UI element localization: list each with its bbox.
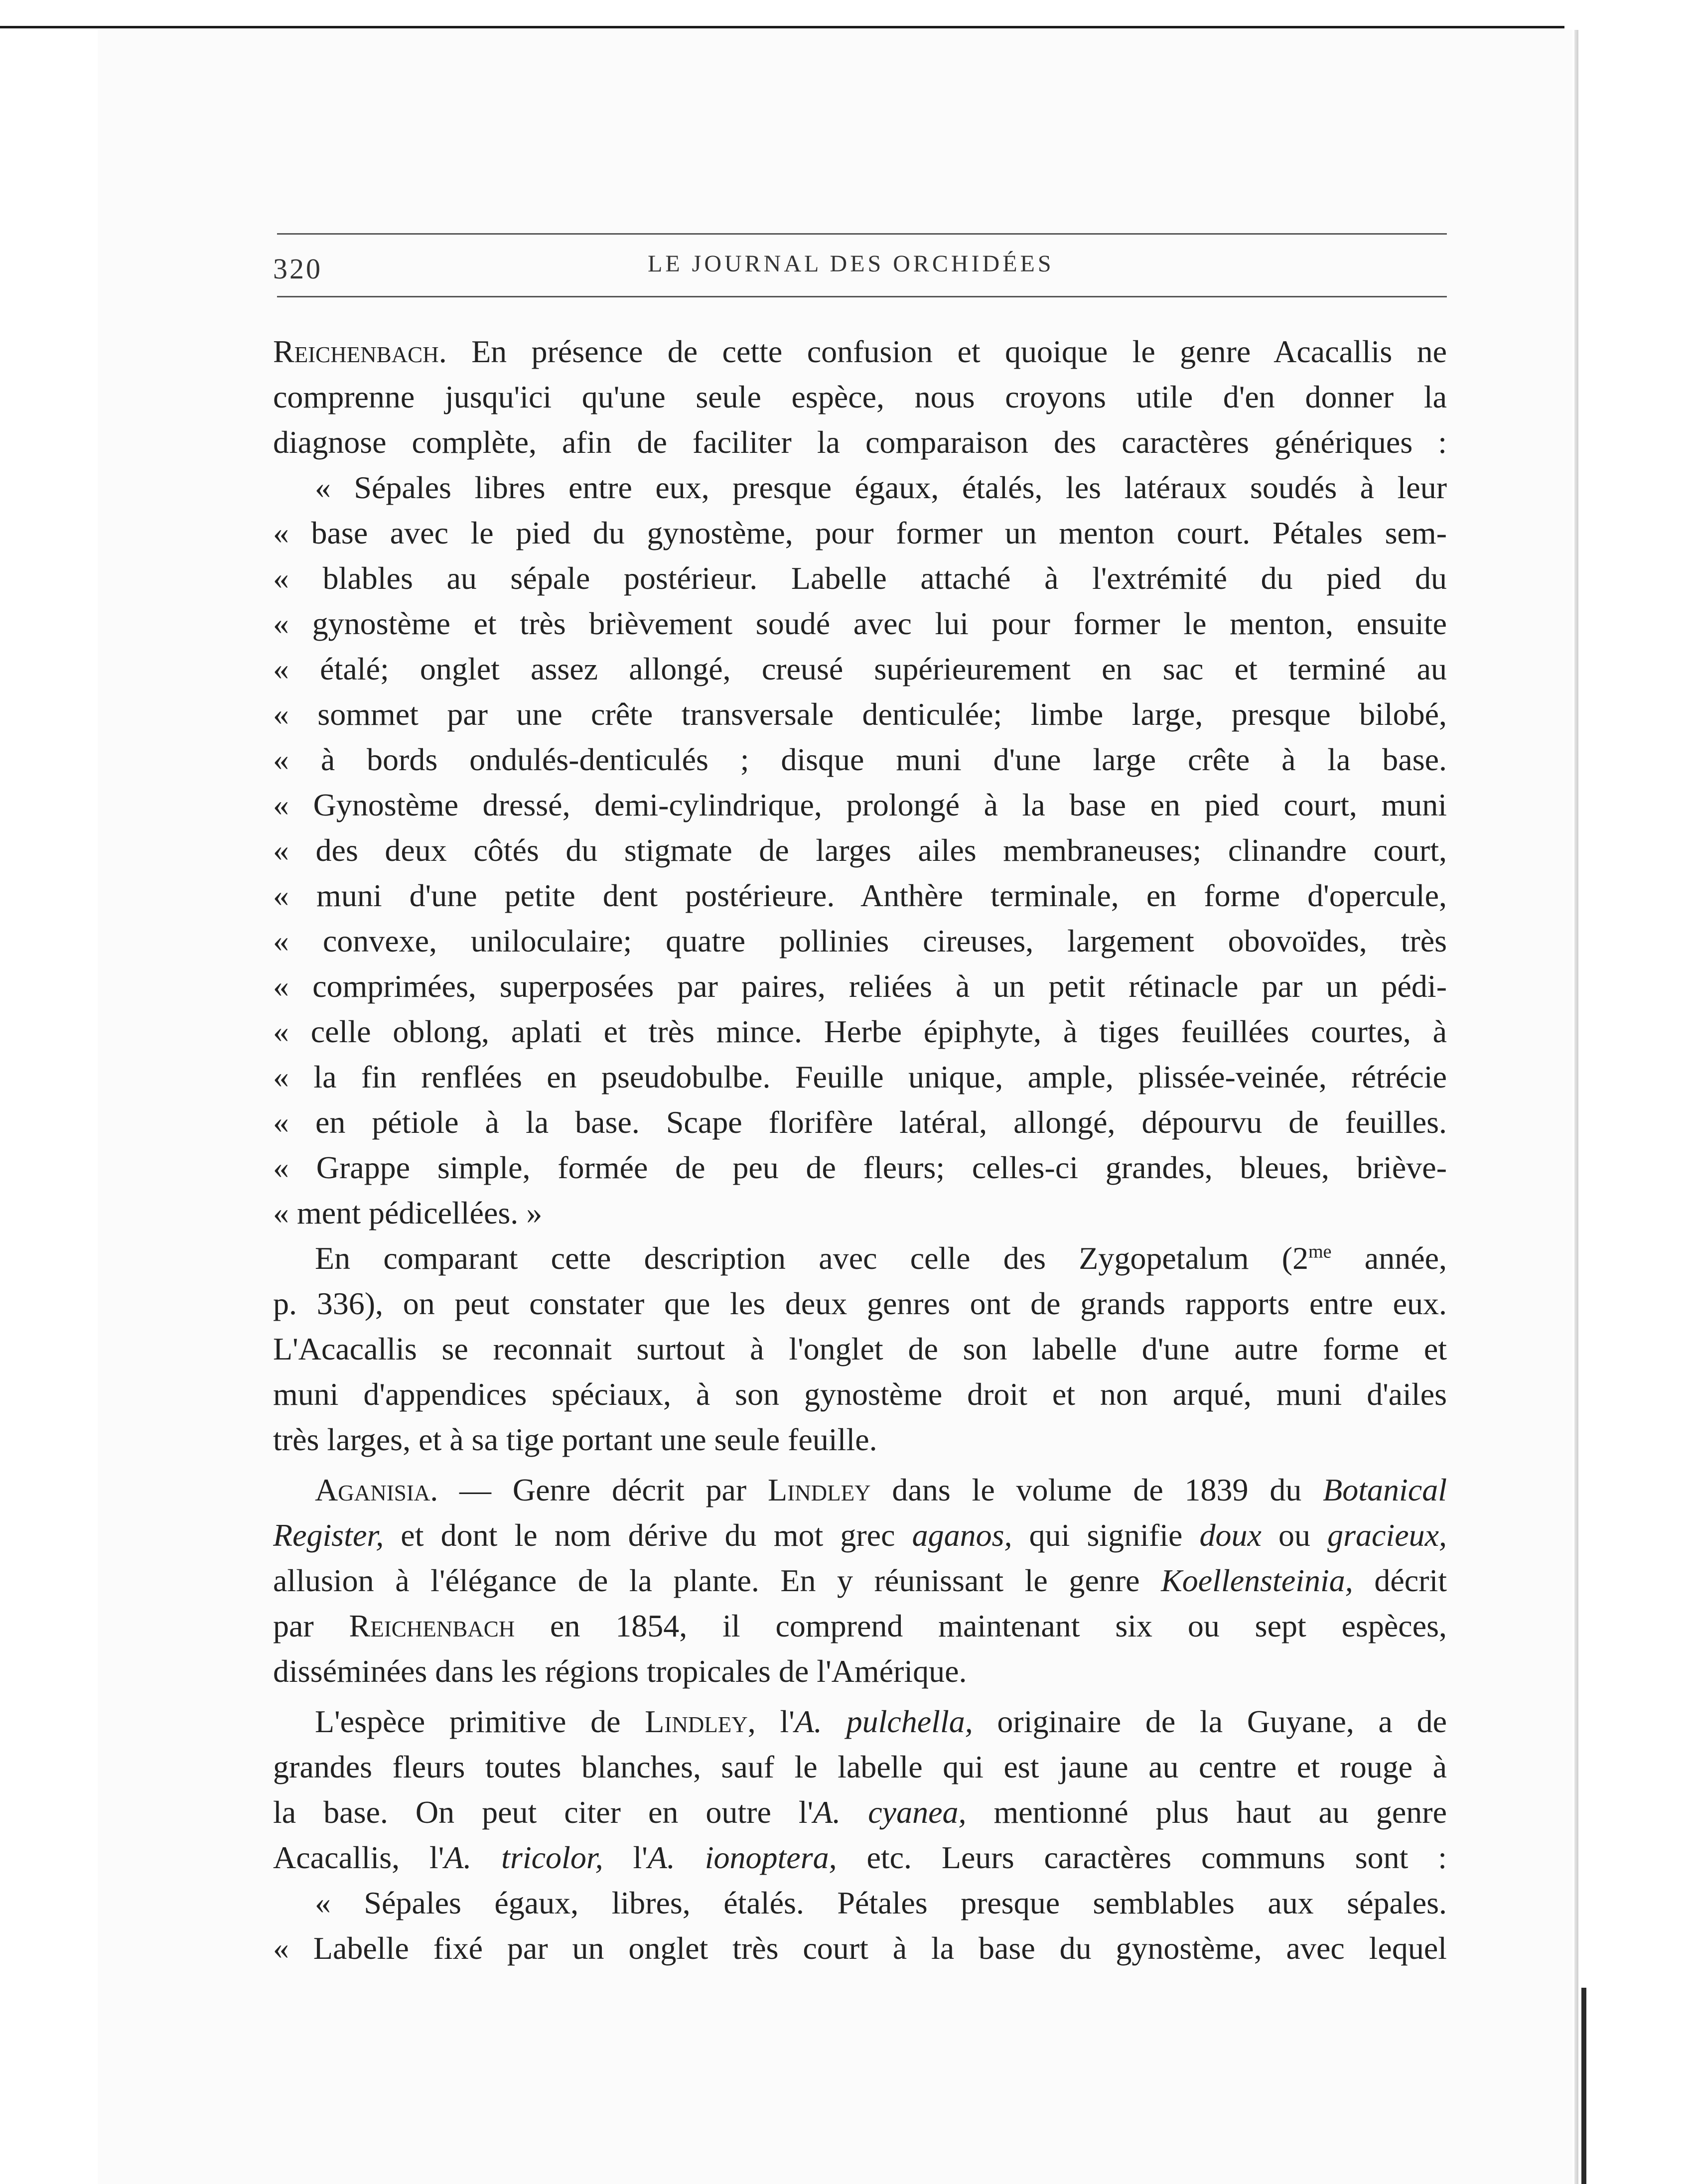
text-span: etc. Leurs caractères communs sont : [837,1840,1447,1875]
text-line: muni d'appendices spéciaux, à son gynostème droit et non arqué, muni d'ailes [273,1376,1447,1412]
quote-line: « Gynostème dressé, demi-cylindrique, prolongé à la base en pied court, muni [273,787,1447,822]
text-span: . — Genre décrit par [430,1472,768,1507]
quote-line: « celle oblong, aplati et très mince. Herbe épiphyte, à tiges feuillées courtes, à [273,1014,1447,1049]
text-span: Acacallis, l' [273,1840,444,1875]
text-span: la base. On peut citer en outre l' [273,1794,814,1830]
quote-line: « sommet par une crête transversale denticulée; limbe large, presque bilobé, [273,696,1447,732]
page-number: 320 [273,253,322,285]
text-line [273,1835,1447,1880]
text-span: . En présence de cette confusion et quoique le genre Acacallis ne [438,334,1447,369]
quote-line: « à bords ondulés-denticulés ; disque muni d'une large crête à la base. [273,742,1447,777]
text-line: grandes fleurs toutes blanches, sauf le labelle qui est jaune au centre et rouge à [273,1749,1447,1784]
scan-top-edge [0,26,1564,28]
text-line [273,1789,1447,1835]
text-line [273,1467,1447,1512]
quote-line: « Grappe simple, formée de peu de fleurs; celles-ci grandes, bleues, briève- [273,1150,1447,1185]
italic-species: A. tricolor, [444,1840,603,1875]
text-span: par [273,1608,349,1643]
quote-line: « ment pédicellées. » [273,1195,543,1230]
text-line [273,1603,1447,1648]
text-span: mentionné plus haut au genre [966,1794,1447,1830]
italic-word: aganos, [912,1517,1012,1553]
text-span: année, [1331,1240,1447,1276]
text-span: en 1854, il comprend maintenant six ou sept espèces, [515,1608,1447,1643]
author-name: Lindley [645,1704,748,1739]
quote-line: « comprimées, superposées par paires, reliées à un petit rétinacle par un pédi- [273,968,1447,1004]
text-span: L'espèce primitive de [315,1704,645,1739]
quote-line: « convexe, uniloculaire; quatre pollinies cireuses, largement obovoïdes, très [273,923,1447,958]
quote-line: « des deux côtés du stigmate de larges ailes membraneuses; clinandre court, [273,832,1447,868]
text-line: comprenne jusqu'ici qu'une seule espèce, nous croyons utile d'en donner la [273,379,1447,414]
text-line: disséminées dans les régions tropicales de l'Amérique. [273,1653,967,1689]
quote-line: « base avec le pied du gynostème, pour former un menton court. Pétales sem- [273,515,1447,550]
quote-line: « Sépales libres entre eux, presque égaux, étalés, les latéraux soudés à leur [315,470,1447,505]
text-line [273,1235,1447,1281]
italic-genus: Koellensteinia, [1161,1563,1353,1598]
text-line: p. 336), on peut constater que les deux genres ont de grands rapports entre eux. [273,1286,1447,1321]
text-span: originaire de la Guyane, a de [973,1704,1447,1739]
italic-species: A. ionoptera, [647,1840,837,1875]
quote-line: « en pétiole à la base. Scape florifère latéral, allongé, dépourvu de feuilles. [273,1104,1447,1140]
superscript: me [1308,1241,1332,1262]
text-span: qui signifie [1012,1517,1200,1553]
text-line: L'Acacallis se reconnait surtout à l'onglet de son labelle d'une autre forme et [273,1331,1447,1366]
italic-word: doux [1199,1517,1262,1553]
header-rule-bottom [277,296,1447,297]
text-span: décrit [1353,1563,1447,1598]
quote-line: « Sépales égaux, libres, étalés. Pétales presque semblables aux sépales. [315,1885,1447,1920]
text-span: En comparant cette description avec celle des Zygopetalum (2 [315,1240,1309,1276]
author-name: Reichenbach [349,1608,515,1643]
running-title: LE JOURNAL DES ORCHIDÉES [648,251,1054,277]
header-rule-top [277,233,1447,235]
text-span: allusion à l'élégance de la plante. En y réunissant le genre [273,1563,1161,1598]
italic-title: Register, [273,1517,384,1553]
quote-line: « muni d'une petite dent postérieure. Anthère terminale, en forme d'opercule, [273,878,1447,913]
text-span: l' [603,1840,648,1875]
quote-line: « gynostème et très brièvement soudé avec lui pour former le menton, ensuite [273,606,1447,641]
text-line [273,1699,1447,1744]
text-line [273,329,1447,374]
quote-line: « étalé; onglet assez allongé, creusé supérieurement en sac et terminé au [273,651,1447,686]
body-text [273,329,1447,1971]
quote-line: « la fin renflées en pseudobulbe. Feuille unique, ample, plissée-veinée, rétrécie [273,1059,1447,1094]
text-line: diagnose complète, afin de faciliter la comparaison des caractères génériques : [273,424,1447,460]
italic-title: Botanical [1323,1472,1447,1507]
quote-line: « Labelle fixé par un onglet très court à la base du gynostème, avec lequel [273,1930,1447,1966]
text-span: , l' [747,1704,795,1739]
italic-species: A. cyanea, [813,1794,967,1830]
text-line: très larges, et à sa tige portant une seule feuille. [273,1422,877,1457]
scan-margin-top [0,0,1690,26]
text-line [273,1512,1447,1558]
text-line [273,1558,1447,1603]
italic-word: gracieux, [1327,1517,1447,1553]
author-name: Reichenbach [273,334,439,369]
scan-right-shadow [1581,1988,1586,2184]
genus-name: Aganisia [315,1472,430,1507]
text-span: ou [1261,1517,1328,1553]
italic-species: A. pulchella, [794,1704,973,1739]
quote-line: « blables au sépale postérieur. Labelle attaché à l'extrémité du pied du [273,560,1447,596]
text-span: dans le volume de 1839 du [870,1472,1323,1507]
scan-right-edge [1574,30,1578,2184]
text-span: et dont le nom dérive du mot grec [384,1517,912,1553]
author-name: Lindley [768,1472,871,1507]
